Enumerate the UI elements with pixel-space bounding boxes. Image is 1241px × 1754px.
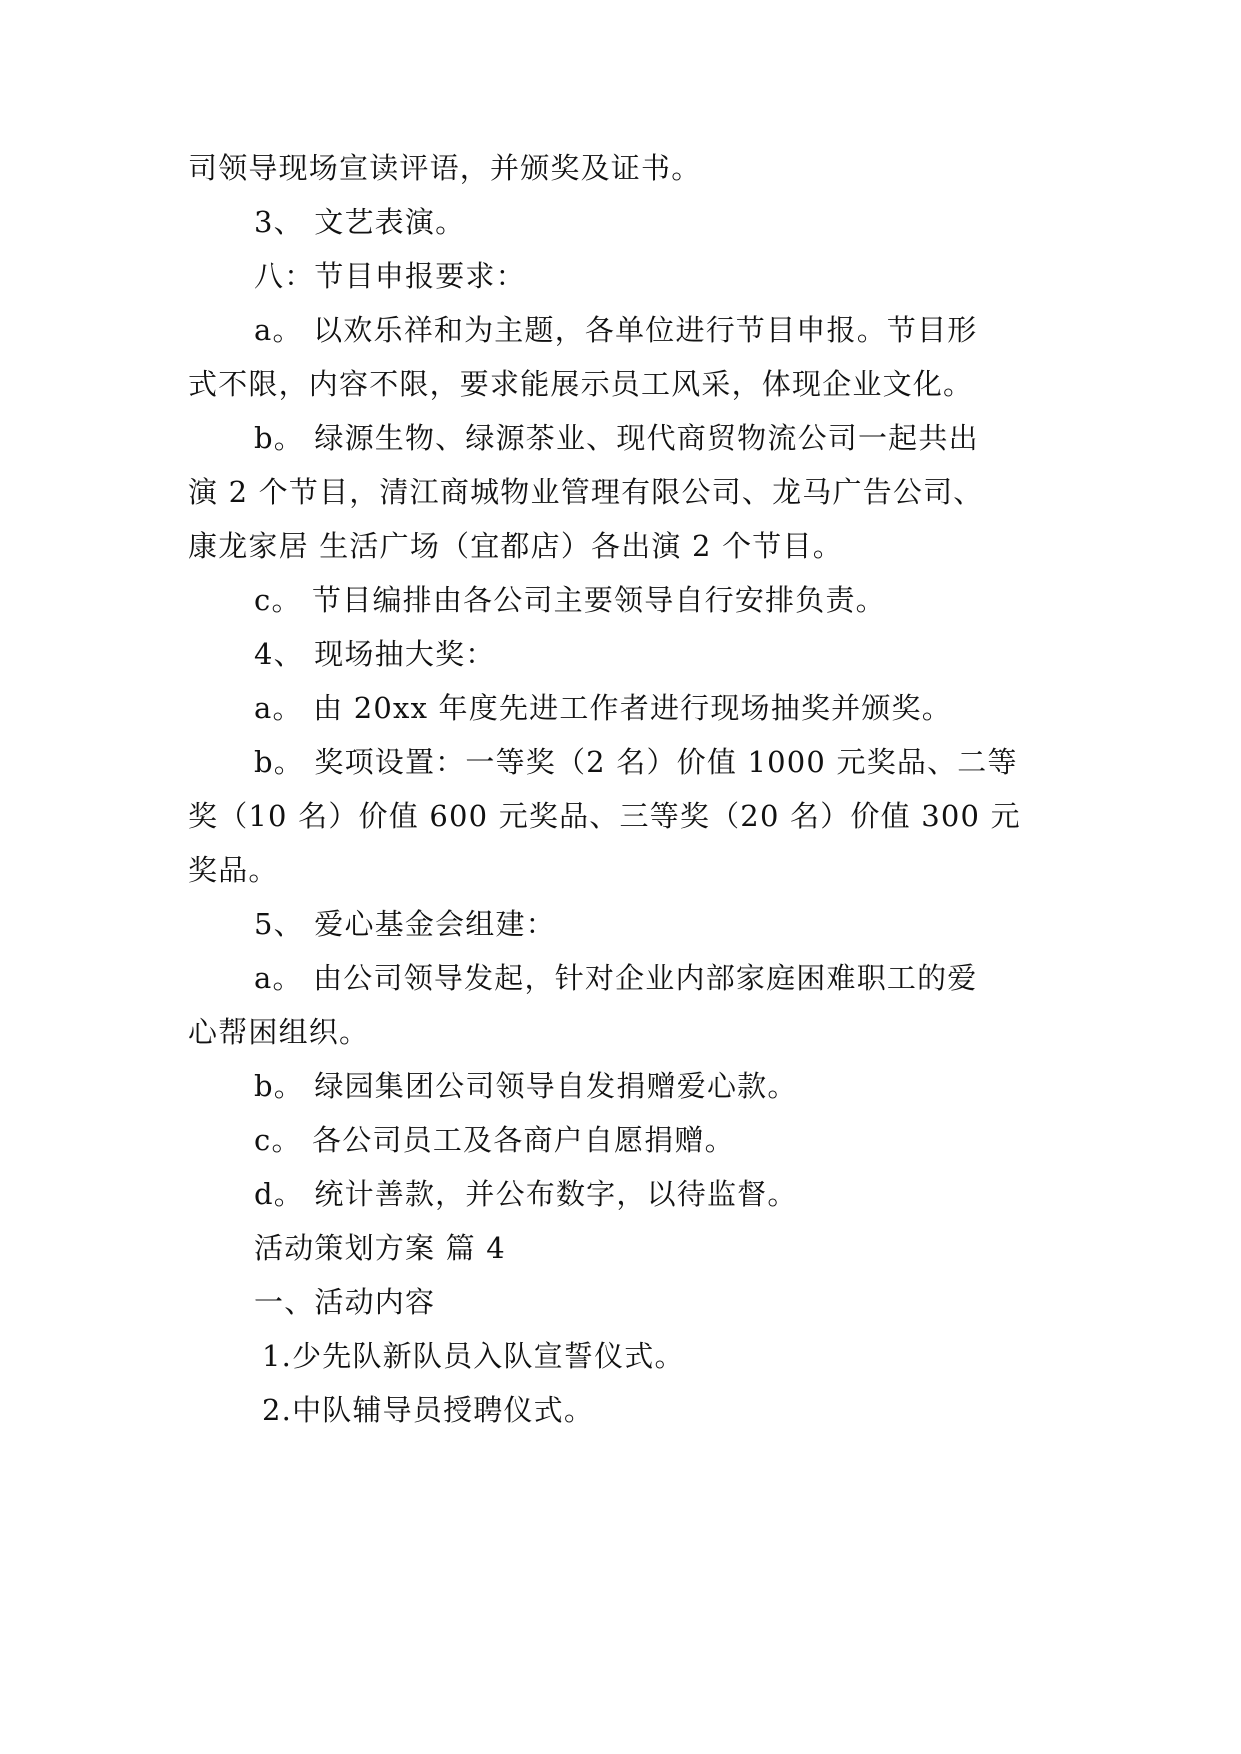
text-line: 心帮困组织。 bbox=[188, 1015, 370, 1049]
section-heading: 5、 爱心基金会组建： bbox=[254, 907, 556, 941]
text-line: 奖品。 bbox=[188, 853, 279, 887]
list-item: a。 由 20xx 年度先进工作者进行现场抽奖并颁奖。 bbox=[254, 691, 952, 725]
list-item: 1.少先队新队员入队宣誓仪式。 bbox=[262, 1339, 685, 1373]
section-heading: 八：节目申报要求： bbox=[254, 259, 526, 293]
list-item: b。 绿源生物、绿源茶业、现代商贸物流公司一起共出 bbox=[254, 421, 979, 455]
section-heading: 3、 文艺表演。 bbox=[254, 205, 466, 239]
list-item: c。 各公司员工及各商户自愿捐赠。 bbox=[254, 1123, 735, 1157]
list-item: a。 以欢乐祥和为主题，各单位进行节目申报。节目形 bbox=[254, 313, 978, 347]
text-line: 康龙家居 生活广场（宜都店）各出演 2 个节目。 bbox=[188, 529, 843, 563]
text-line: 演 2 个节目，清江商城物业管理有限公司、龙马广告公司、 bbox=[188, 475, 984, 509]
text-line: 式不限，内容不限，要求能展示员工风采，体现企业文化。 bbox=[188, 367, 974, 401]
list-item: b。 绿园集团公司领导自发捐赠爱心款。 bbox=[254, 1069, 798, 1103]
list-item: d。 统计善款，并公布数字，以待监督。 bbox=[254, 1177, 798, 1211]
section-title: 活动策划方案 篇 4 bbox=[254, 1231, 506, 1265]
list-item: 2.中队辅导员授聘仪式。 bbox=[262, 1393, 595, 1427]
text-line: 奖（10 名）价值 600 元奖品、三等奖（20 名）价值 300 元 bbox=[188, 799, 1021, 833]
list-item: b。 奖项设置：一等奖（2 名）价值 1000 元奖品、二等 bbox=[254, 745, 1018, 779]
text-line: 司领导现场宣读评语，并颁奖及证书。 bbox=[188, 151, 702, 185]
section-heading: 4、 现场抽大奖： bbox=[254, 637, 496, 671]
list-item: a。 由公司领导发起，针对企业内部家庭困难职工的爱 bbox=[254, 961, 978, 995]
list-item: c。 节目编排由各公司主要领导自行安排负责。 bbox=[254, 583, 886, 617]
section-heading: 一、活动内容 bbox=[254, 1285, 436, 1319]
